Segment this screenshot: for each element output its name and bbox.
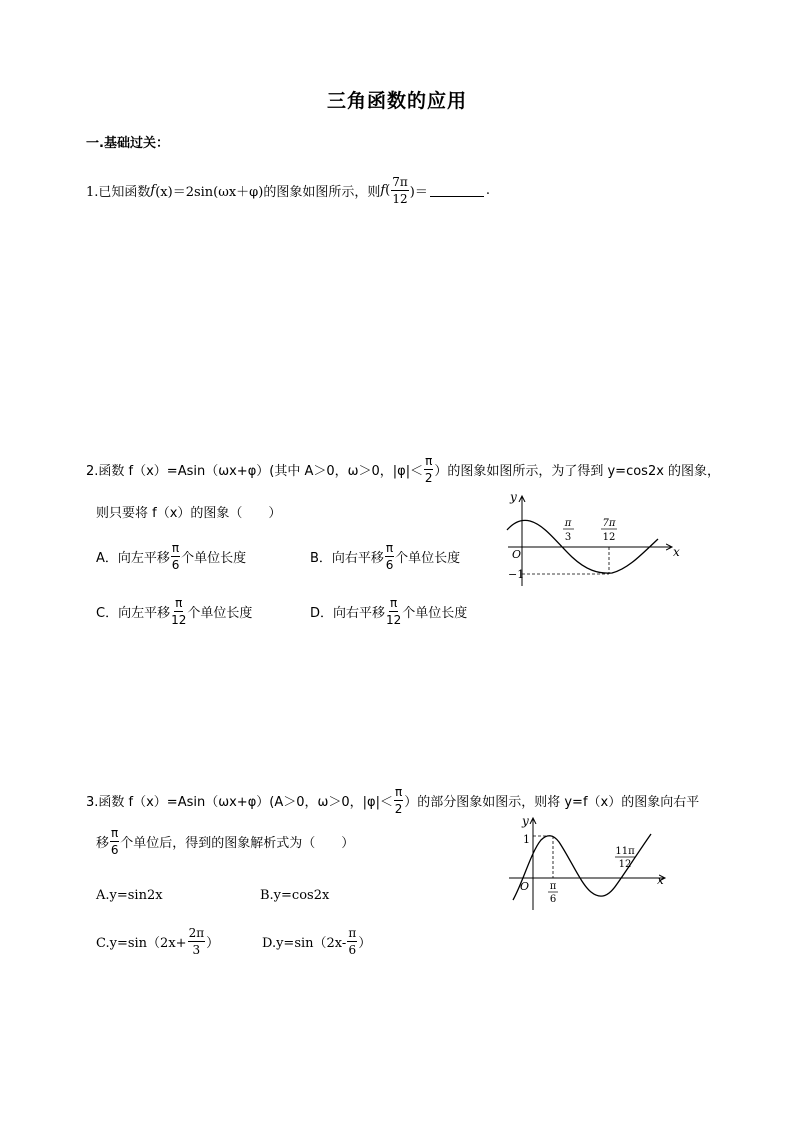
q1-body: (x)＝2sin(ωx＋φ)的图象如图所示，则 — [155, 185, 381, 200]
q2-line2: 则只要将 f（x）的图象（ ） — [96, 506, 282, 521]
q3-option-c-num: 2π — [188, 926, 205, 940]
q2-option-b-num: π — [385, 541, 394, 555]
q3-frac-num: π — [395, 785, 403, 799]
q3-label-y: y — [522, 814, 529, 828]
q2-label-origin: O — [512, 548, 522, 561]
q1-f: f — [150, 183, 156, 198]
question-1 — [86, 176, 490, 205]
q2-tick-pi3-den: 3 — [564, 532, 572, 543]
q2-graph — [500, 488, 690, 588]
question-2-line-1 — [86, 455, 720, 484]
q2-frac-num: π — [425, 454, 433, 468]
q1-open: ( — [385, 183, 391, 198]
q3-option-d-post: ） — [358, 936, 372, 951]
q3-fraction — [394, 786, 403, 815]
q1-frac-num: 7π — [392, 175, 408, 189]
q2-option-a-pre: A．向左平移 — [96, 551, 170, 566]
q2-label-minus1: −1 — [508, 568, 525, 581]
q3-option-d-frac — [347, 927, 357, 956]
q2-option-b-pre: B．向右平移 — [310, 551, 384, 566]
q3-tick-pi6-den: 6 — [549, 894, 557, 905]
q2-option-a[interactable] — [96, 542, 246, 571]
q3-option-d-pre: D.y=sin（2x- — [262, 936, 347, 951]
q3-option-b[interactable]: B.y=cos2x — [260, 888, 330, 903]
q2-label-y: y — [510, 490, 517, 504]
q2-tick-7pi12-den: 12 — [602, 532, 616, 543]
question-3-line-2 — [96, 827, 354, 856]
q3-tick-11pi12-den: 12 — [618, 859, 632, 870]
q3-option-c-pre: C.y=sin（2x+ — [96, 936, 187, 951]
q3-option-d-den: 6 — [348, 943, 357, 957]
q3-option-d[interactable] — [262, 927, 371, 956]
section-heading: 一.基础过关： — [86, 136, 169, 151]
page-title: 三角函数的应用 — [326, 90, 467, 112]
q2-option-b[interactable] — [310, 542, 460, 571]
q2-option-d-frac — [386, 597, 401, 626]
q2-option-a-den: 6 — [171, 558, 180, 572]
q2-option-a-num: π — [171, 541, 180, 555]
question-3-line-1 — [86, 786, 699, 815]
q3-label-origin: O — [520, 880, 530, 893]
q3-option-c-den: 3 — [192, 943, 201, 957]
q1-frac-den: 12 — [392, 192, 408, 206]
q2-option-b-den: 6 — [385, 558, 394, 572]
q1-prefix: 1.已知函数 — [86, 185, 151, 200]
q2-label-x: x — [673, 545, 680, 559]
question-2-line-2 — [96, 502, 281, 521]
q2-option-d-den: 12 — [386, 613, 402, 627]
q2-option-c-post: 个单位长度 — [187, 606, 253, 621]
q3-line2-den: 6 — [110, 843, 119, 857]
q3-frac-den: 2 — [394, 802, 403, 816]
q2-line1-b: ）的图象如图所示，为了得到 y=cos2x 的图象， — [434, 464, 721, 479]
q1-fraction — [391, 176, 409, 205]
q1-close: )＝ — [409, 185, 428, 200]
q2-option-a-frac — [171, 542, 180, 571]
q1-f2: f — [380, 183, 386, 198]
q2-option-b-post: 个单位长度 — [395, 551, 461, 566]
q3-option-c-post: ） — [206, 936, 220, 951]
q2-fraction — [424, 455, 433, 484]
q3-label-one: 1 — [523, 833, 530, 846]
q3-tick-pi6-num: π — [549, 881, 557, 892]
q2-option-a-post: 个单位长度 — [181, 551, 247, 566]
q3-tick-11pi12-num: 11π — [615, 846, 635, 857]
q2-option-d[interactable] — [310, 597, 467, 626]
q3-line1-b: ）的部分图象如图示，则将 y=f（x）的图象向右平 — [404, 795, 700, 810]
q3-option-a[interactable]: A.y=sin2x — [96, 888, 163, 903]
q3-option-d-num: π — [348, 926, 357, 940]
q2-line1-a: 2.函数 f（x）=Asin（ωx+φ）(其中 A＞0，ω＞0，|φ|＜ — [86, 464, 424, 479]
q2-option-c-pre: C．向左平移 — [96, 606, 171, 621]
q3-option-c[interactable] — [96, 927, 219, 956]
q3-line2-a: 移 — [96, 836, 110, 851]
q3-line1-a: 3.函数 f（x）=Asin（ωx+φ）(A＞0，ω＞0，|φ|＜ — [86, 795, 393, 810]
q2-frac-den: 2 — [424, 471, 433, 485]
q3-line2-num: π — [111, 826, 119, 840]
q2-option-b-frac — [385, 542, 394, 571]
q2-option-c[interactable] — [96, 597, 252, 626]
q2-option-d-num: π — [390, 596, 398, 610]
q3-graph — [505, 812, 675, 912]
q2-option-d-post: 个单位长度 — [402, 606, 468, 621]
q2-option-c-frac — [171, 597, 186, 626]
q2-option-d-pre: D．向右平移 — [310, 606, 386, 621]
q1-answer-blank[interactable] — [430, 184, 484, 197]
q3-line2-b: 个单位后，得到的图象解析式为（ ） — [120, 836, 355, 851]
q3-option-c-frac — [188, 927, 206, 956]
q2-tick-pi3-num: π — [564, 518, 572, 529]
q1-end: . — [485, 183, 490, 198]
q3-label-x: x — [657, 873, 664, 887]
q2-tick-7pi12-num: 7π — [602, 518, 616, 529]
q2-option-c-num: π — [175, 596, 183, 610]
q3-line2-frac — [110, 827, 119, 856]
q2-option-c-den: 12 — [171, 613, 187, 627]
